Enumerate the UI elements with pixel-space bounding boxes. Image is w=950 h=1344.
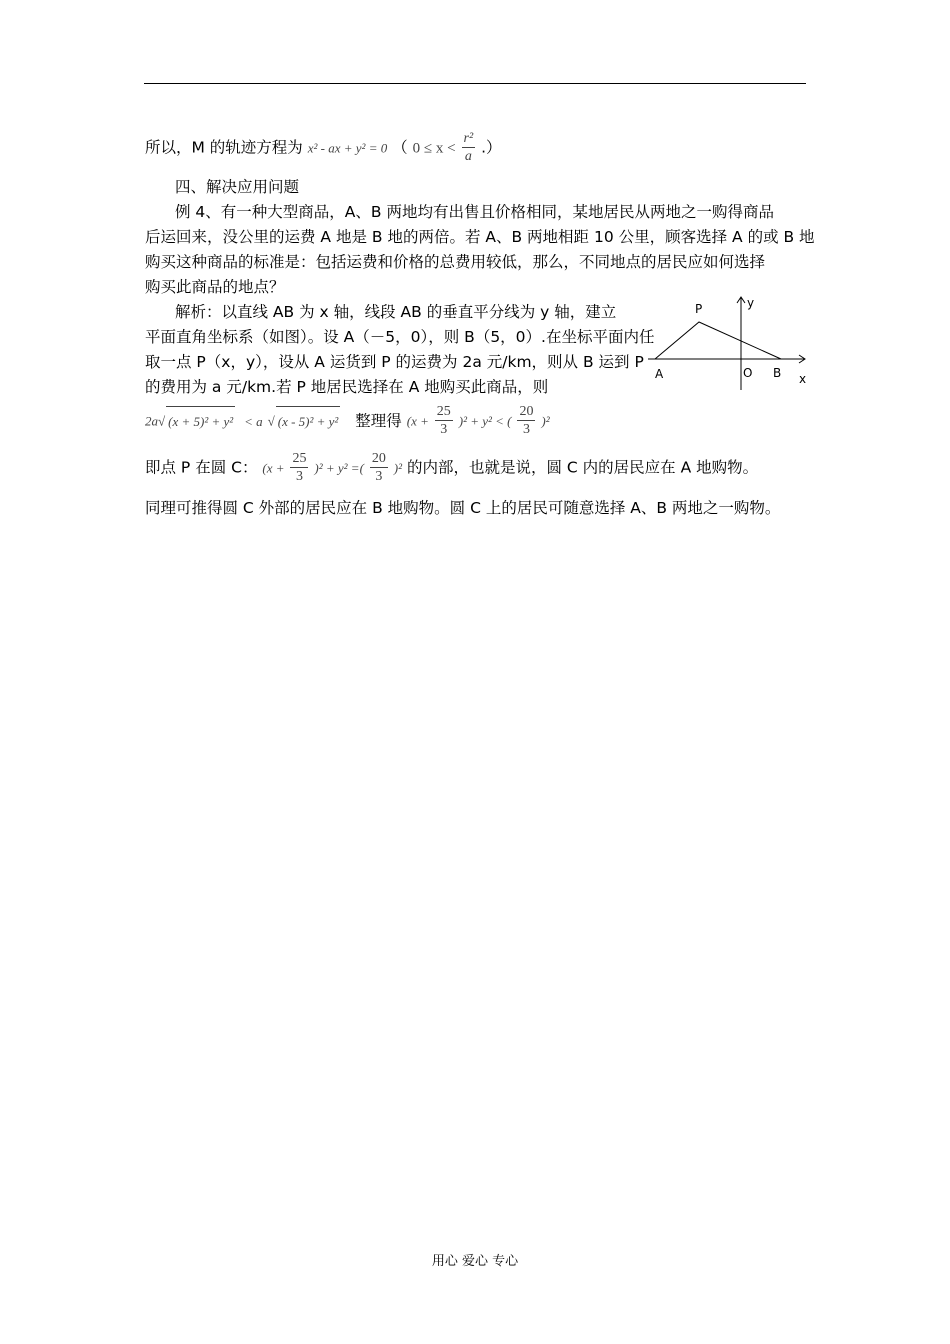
label-a: A — [655, 367, 664, 381]
sqrt-sign-icon-2: √ — [267, 413, 275, 429]
inequality-line — [145, 405, 550, 437]
analysis-line-3: 取一点 P（x，y），设从 A 运货到 P 的运费为 2a 元/km，则从 B 运到 P — [145, 353, 644, 371]
analysis-line-4: 的费用为 a 元/km.若 P 地居民选择在 A 地购买此商品，则 — [145, 378, 549, 396]
ineq-lt: < a — [244, 413, 263, 429]
page-footer: 用心 爱心 专心 — [431, 1254, 519, 1269]
sqrt-sign-icon: √ — [158, 413, 166, 429]
header-rule — [144, 83, 806, 84]
ineq-frac-1 — [435, 405, 453, 437]
circle-frac-2-num: 20 — [371, 451, 386, 466]
label-y: y — [747, 296, 755, 310]
trajectory-line — [145, 132, 502, 164]
ineq-right-radicand: (x - 5)² + y² — [276, 406, 341, 437]
circle-frac-2 — [370, 452, 388, 484]
coordinate-figure-svg — [643, 295, 813, 390]
circle-mid: )² + y² =( — [314, 460, 364, 476]
ineq-left-radicand: (x + 5)² + y² — [166, 406, 235, 437]
section-heading: 四、解决应用问题 — [175, 178, 300, 196]
ineq-r-end: )² — [541, 413, 550, 429]
ineq-frac-1-den: 3 — [440, 422, 448, 437]
ineq-frac-2 — [517, 405, 535, 437]
circle-frac-1-num: 25 — [292, 451, 307, 466]
example-line-3: 购买这种商品的标准是：包括运费和价格的总费用较低，那么，不同地点的居民应如何选择 — [145, 253, 766, 271]
label-b: B — [773, 366, 782, 380]
range-left: 0 ≤ x < — [412, 140, 456, 157]
range-fraction-den: a — [464, 149, 472, 164]
ineq-frac-1-num: 25 — [436, 404, 451, 419]
ineq-r-close: )² + y² < ( — [458, 413, 512, 429]
range-fraction-num: r² — [463, 131, 474, 146]
ineq-frac-2-num: 20 — [519, 404, 534, 419]
label-p: P — [695, 302, 703, 316]
example-line-1: 例 4、有一种大型商品，A、B 两地均有出售且价格相同，某地居民从两地之一购得商品 — [175, 203, 774, 221]
range-open: （ — [392, 138, 408, 157]
conclusion-line: 同理可推得圆 C 外部的居民应在 B 地购物。圆 C 上的居民可随意选择 A、B 两地之一购物。 — [145, 499, 781, 517]
range-fraction — [462, 132, 476, 164]
ineq-left: 2a — [145, 413, 158, 429]
ineq-mid-text: 整理得 — [355, 411, 402, 430]
circle-line — [145, 452, 758, 484]
label-x: x — [799, 372, 807, 386]
analysis-line-2: 平面直角坐标系（如图）。设 A（－5，0），则 B（5，0）.在坐标平面内任 — [145, 328, 655, 346]
analysis-line-1: 解析：以直线 AB 为 x 轴，线段 AB 的垂直平分线为 y 轴，建立 — [175, 303, 617, 321]
ineq-r-open: (x + — [406, 413, 429, 429]
circle-frac-2-den: 3 — [375, 469, 383, 484]
example-line-4: 购买此商品的地点？ — [145, 278, 285, 296]
range-close: .） — [481, 138, 502, 157]
label-o: O — [743, 366, 753, 380]
example-line-2: 后运回来，没公里的运费 A 地是 B 地的两倍。若 A、B 两地相距 10 公里，顾客选择 A 的或 B 地 — [145, 228, 815, 246]
coordinate-figure — [643, 295, 813, 390]
circle-frac-1 — [290, 452, 308, 484]
ineq-frac-2-den: 3 — [522, 422, 530, 437]
triangle-APB — [655, 322, 781, 359]
circle-prefix: 即点 P 在圆 C： — [145, 458, 258, 477]
circle-end: )² — [393, 460, 403, 476]
trajectory-prefix: 所以，M 的轨迹方程为 — [145, 138, 303, 157]
circle-open: (x + — [262, 460, 285, 476]
circle-frac-1-den: 3 — [295, 469, 303, 484]
trajectory-equation: x² - ax + y² = 0 — [307, 140, 388, 156]
circle-suffix: 的内部，也就是说，圆 C 内的居民应在 A 地购物。 — [406, 458, 759, 477]
